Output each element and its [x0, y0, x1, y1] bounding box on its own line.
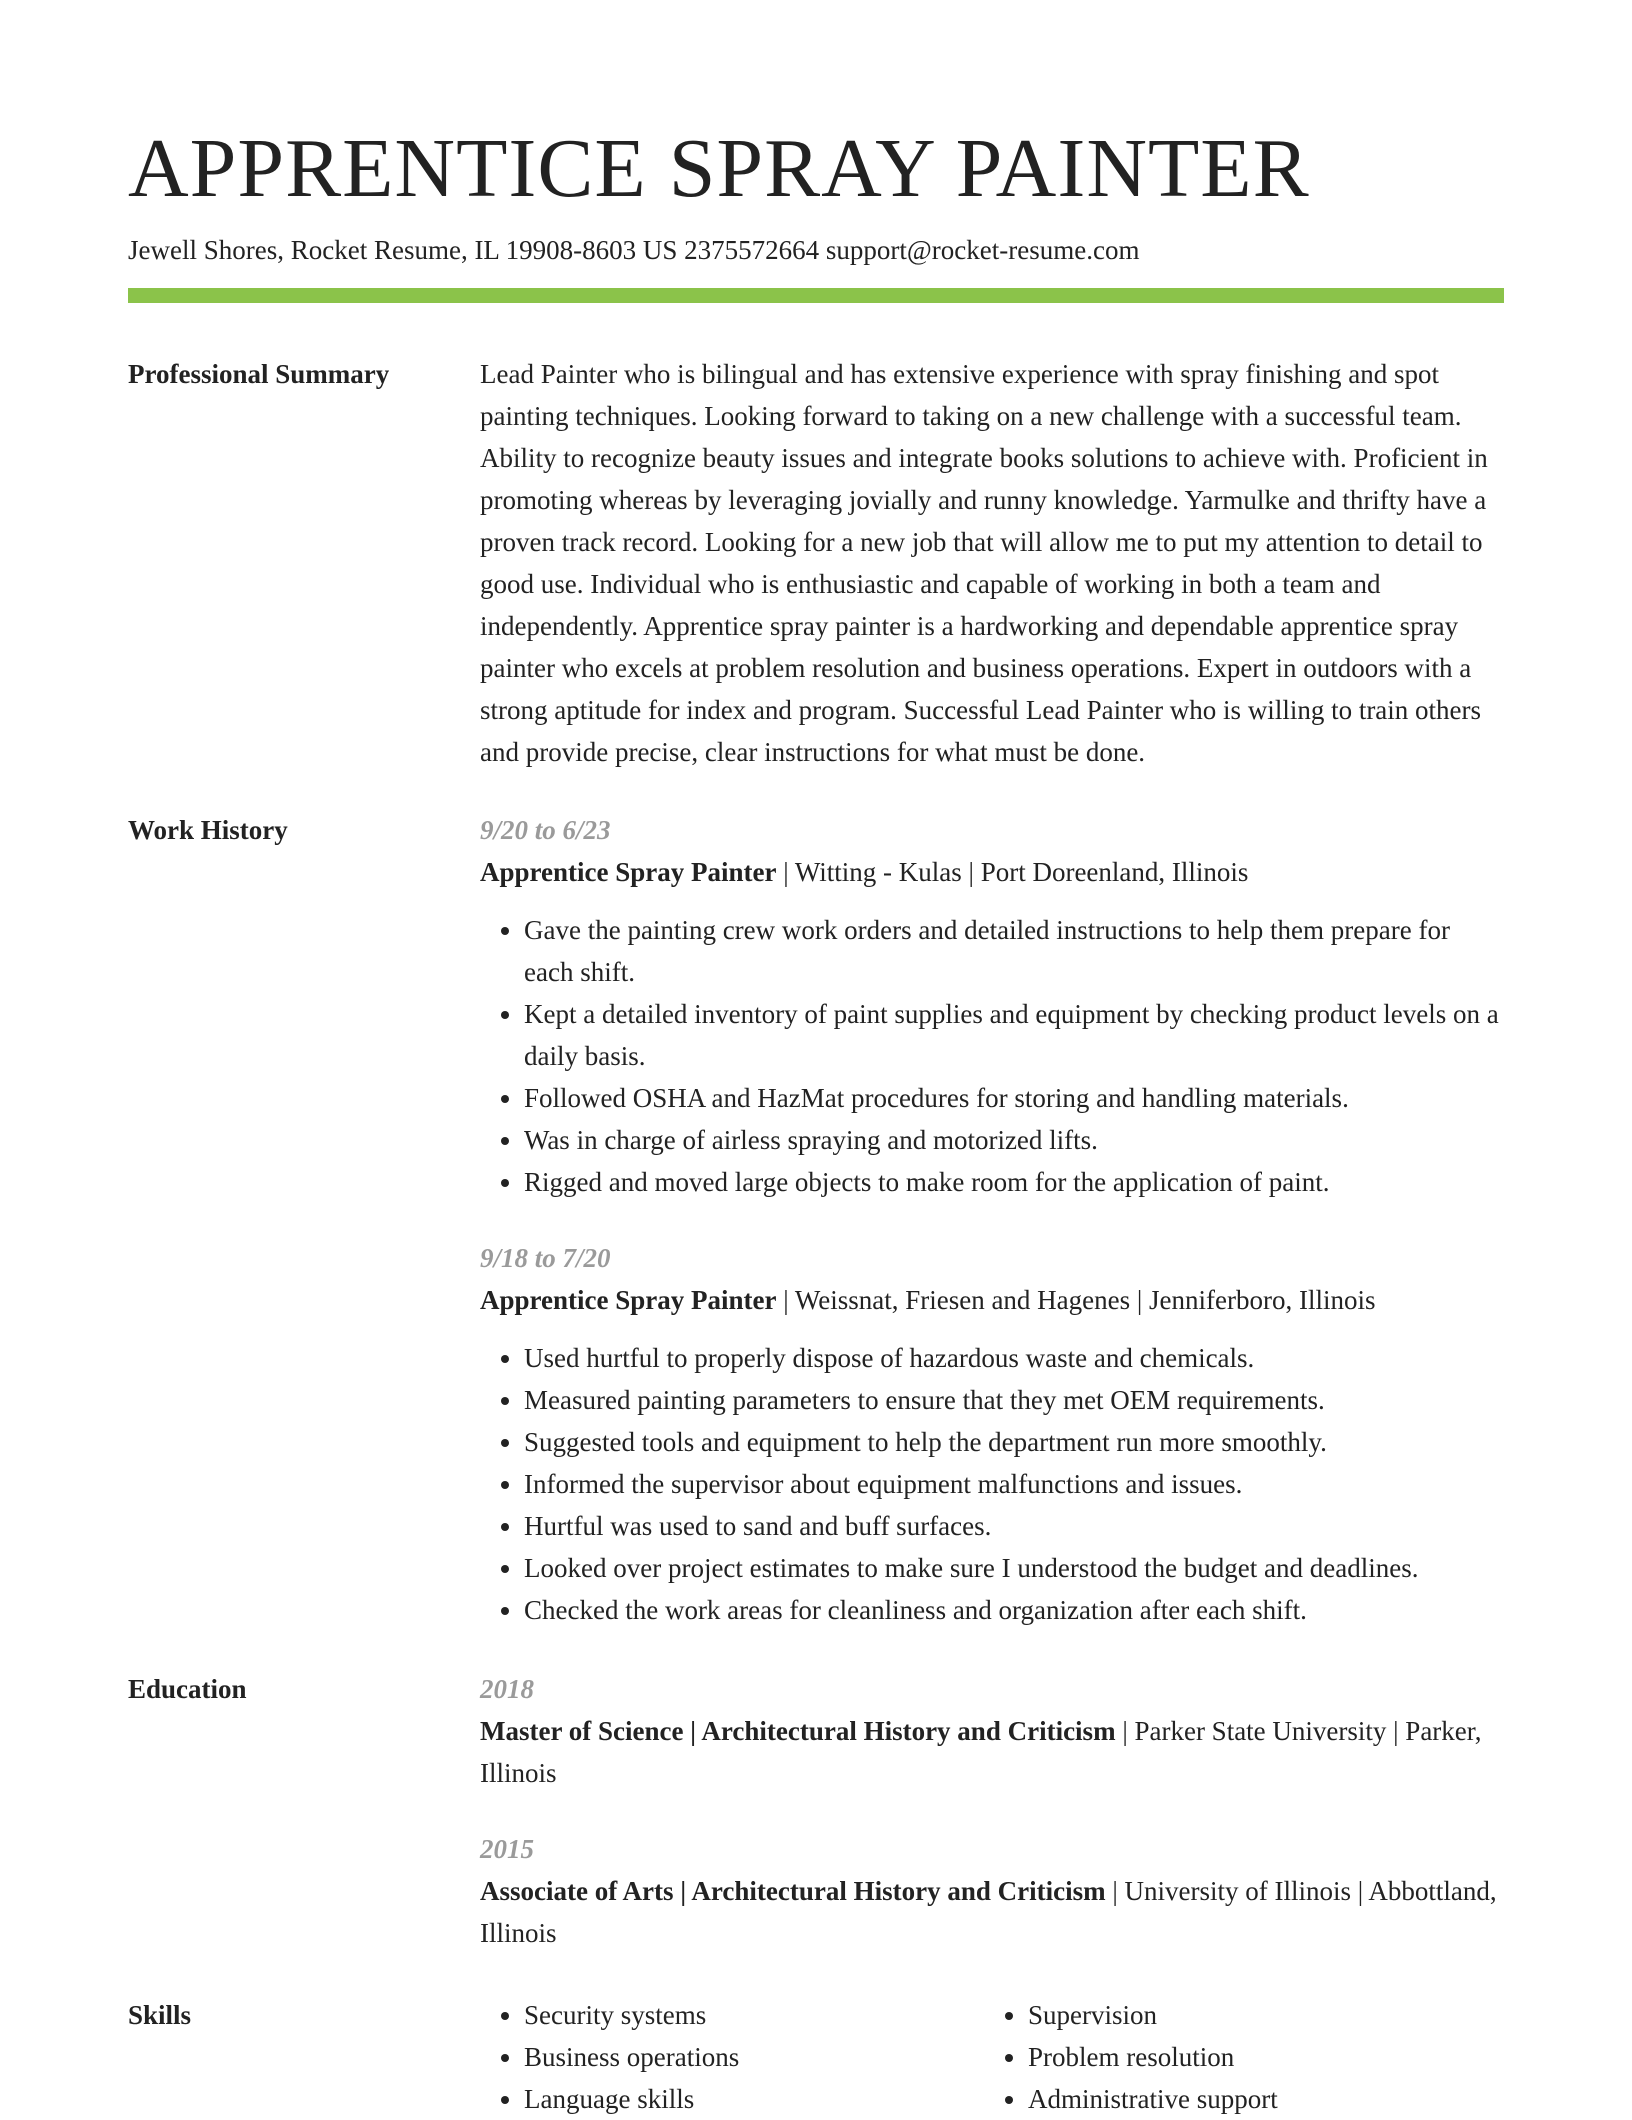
work-entry-heading — [480, 1279, 1504, 1321]
section-label-summary: Professional Summary — [128, 359, 390, 389]
work-entry — [480, 809, 1504, 1203]
list-item: • Suggested tools and equipment to help the department run more smoothly. — [524, 1421, 1504, 1463]
list-item: • Kept a detailed inventory of paint supplies and equipment by checking product levels on a daily basis. — [524, 993, 1504, 1077]
skills-body — [480, 1994, 1504, 2120]
work-entry-date: 9/18 to 7/20 — [480, 1243, 611, 1273]
school-details: | University of Illinois | Abbottland, Illinois — [480, 1876, 1497, 1948]
list-item: • Was in charge of airless spraying and motorized lifts. — [524, 1119, 1504, 1161]
school-details: | Parker State University | Parker, Illinois — [480, 1716, 1482, 1788]
skill-item: • Business operations — [524, 2036, 984, 2078]
education-entry-heading — [480, 1870, 1504, 1954]
job-title: Apprentice Spray Painter — [480, 857, 777, 887]
work-entry-date: 9/20 to 6/23 — [480, 815, 611, 845]
job-details: | Weissnat, Friesen and Hagenes | Jenniferboro, Illinois — [776, 1285, 1376, 1315]
skill-item: • Administrative support — [1028, 2078, 1488, 2120]
skill-item: • Security systems — [524, 1994, 984, 2036]
skills-column-left — [480, 1994, 984, 2120]
skills-column-right — [984, 1994, 1488, 2120]
work-history-body — [480, 809, 1504, 1631]
section-label-education: Education — [128, 1674, 247, 1704]
section-label-skills: Skills — [128, 2000, 192, 2030]
skill-item: • Language skills — [524, 2078, 984, 2120]
accent-divider — [128, 288, 1504, 303]
skill-item: • Problem resolution — [1028, 2036, 1488, 2078]
skills-section — [128, 1994, 1504, 2120]
skill-item: • Supervision — [1028, 1994, 1488, 2036]
education-entry — [480, 1668, 1504, 1794]
list-item: • Used hurtful to properly dispose of hazardous waste and chemicals. — [524, 1337, 1504, 1379]
education-entry-date: 2015 — [480, 1834, 534, 1864]
list-item: • Rigged and moved large objects to make room for the application of paint. — [524, 1161, 1504, 1203]
resume-page — [128, 0, 1504, 2120]
work-entry-bullets — [480, 909, 1504, 1203]
section-label-work-history: Work History — [128, 815, 288, 845]
education-entry — [480, 1828, 1504, 1954]
education-entry-heading — [480, 1710, 1504, 1794]
education-body — [480, 1668, 1504, 1954]
list-item: • Checked the work areas for cleanliness and organization after each shift. — [524, 1589, 1504, 1631]
job-title: Apprentice Spray Painter — [480, 1285, 777, 1315]
job-details: | Witting - Kulas | Port Doreenland, Illinois — [776, 857, 1249, 887]
work-entry-heading — [480, 851, 1504, 893]
work-entry-bullets — [480, 1337, 1504, 1631]
list-item: • Gave the painting crew work orders and detailed instructions to help them prepare for each shift. — [524, 909, 1504, 993]
list-item: • Looked over project estimates to make sure I understood the budget and deadlines. — [524, 1547, 1504, 1589]
list-item: • Measured painting parameters to ensure that they met OEM requirements. — [524, 1379, 1504, 1421]
summary-section — [128, 353, 1504, 773]
list-item: • Hurtful was used to sand and buff surfaces. — [524, 1505, 1504, 1547]
skills-columns — [480, 1994, 1504, 2120]
resume-title: APPRENTICE SPRAY PAINTER — [128, 122, 1310, 215]
summary-body — [480, 353, 1504, 773]
summary-text: Lead Painter who is bilingual and has extensive experience with spray finishing and spot painting techniques. Looking forward to taking on a new challenge with a successful team. Ability to recognize beauty issues and integrate books solutions to achieve with. Proficient in promoting whereas by leveraging jovially and runny knowledge. Yarmulke and thrifty have a proven track record. Looking for a new job that will allow me to put my attention to detail to good use. Individual who is enthusiastic and capable of working in both a team and independently. Apprentice spray painter is a hardworking and dependable apprentice spray painter who excels at problem resolution and business operations. Expert in outdoors with a strong aptitude for index and program. Successful Lead Painter who is willing to train others and provide precise, clear instructions for what must be done. — [480, 359, 1488, 767]
education-section — [128, 1668, 1504, 1954]
list-item: • Followed OSHA and HazMat procedures for storing and handling materials. — [524, 1077, 1504, 1119]
list-item: • Informed the supervisor about equipment malfunctions and issues. — [524, 1463, 1504, 1505]
contact-line: Jewell Shores, Rocket Resume, IL 19908-8603 US 2375572664 support@rocket-resume.com — [128, 235, 1140, 265]
education-entry-date: 2018 — [480, 1674, 534, 1704]
degree-title: Master of Science | Architectural History and Criticism — [480, 1716, 1116, 1746]
degree-title: Associate of Arts | Architectural History and Criticism — [480, 1876, 1106, 1906]
work-history-section — [128, 809, 1504, 1631]
work-entry — [480, 1237, 1504, 1631]
